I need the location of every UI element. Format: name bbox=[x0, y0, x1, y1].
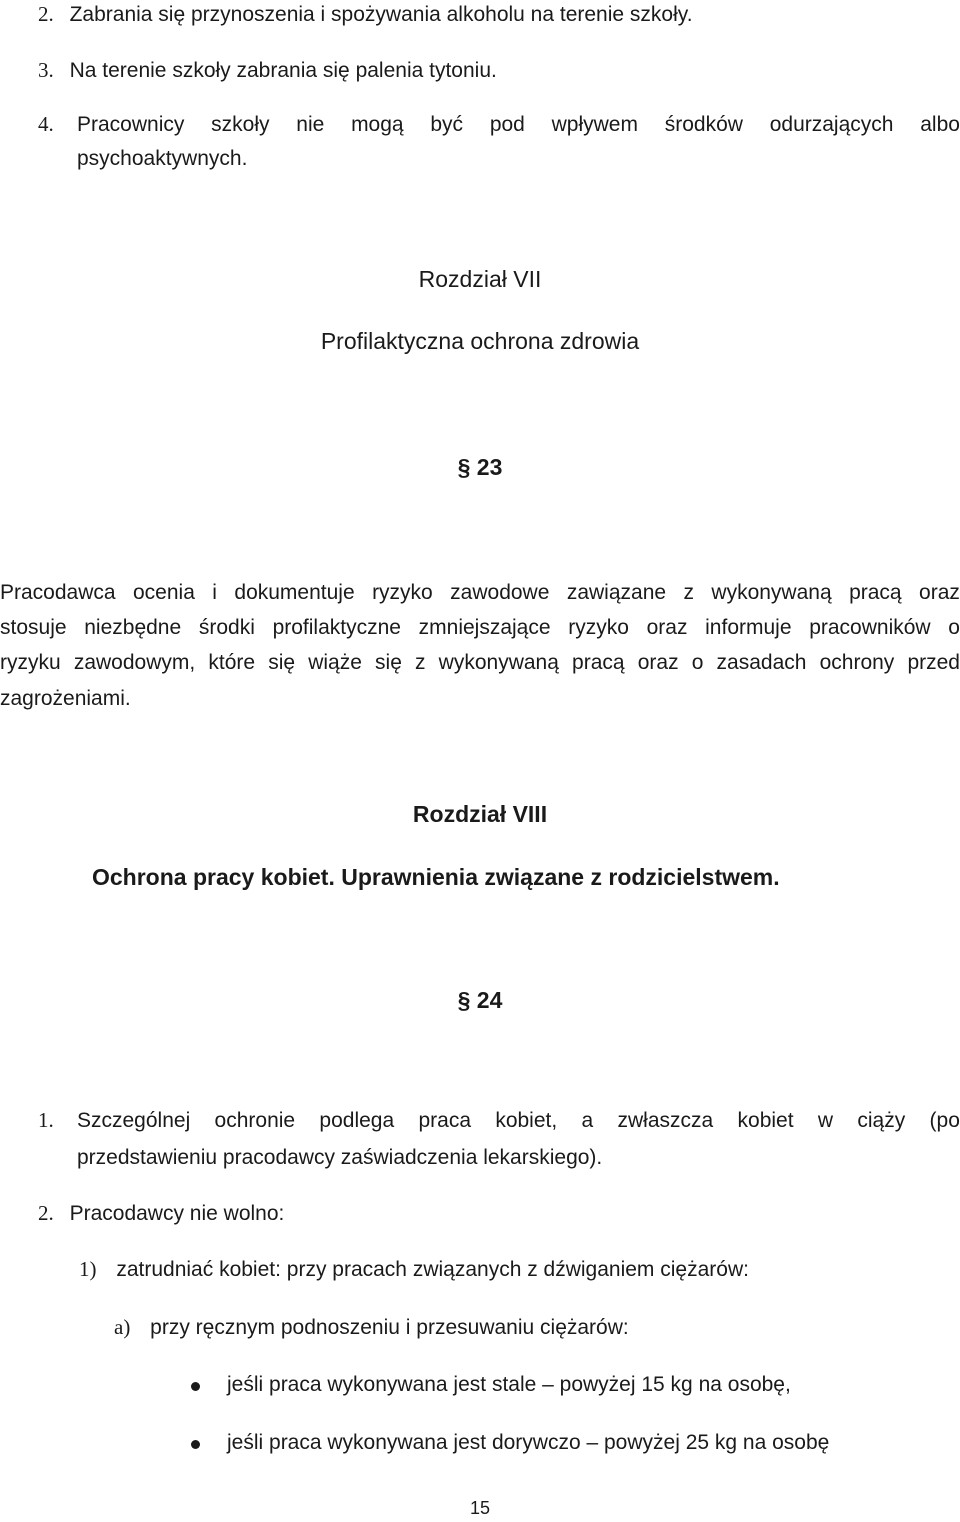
bullet-item: jeśli praca wykonywana jest stale – powyżej 15 kg na osobę, bbox=[227, 1373, 791, 1396]
word: oraz bbox=[637, 651, 679, 674]
word: ocenia bbox=[132, 581, 195, 604]
word: pod bbox=[489, 113, 525, 136]
list-item-1-line2: przedstawieniu pracodawcy zaświadczenia lekarskiego). bbox=[77, 1146, 603, 1169]
word: wykonywaną bbox=[438, 651, 559, 674]
word: pracowników bbox=[809, 616, 931, 639]
list-number: 4. bbox=[38, 112, 54, 136]
word: wiąże bbox=[308, 651, 362, 674]
word: praca bbox=[418, 1109, 472, 1132]
word: środków bbox=[664, 113, 743, 136]
bullet-icon bbox=[191, 1382, 200, 1391]
word: się bbox=[375, 651, 402, 674]
word: pracą bbox=[849, 581, 902, 604]
word: zmniejszające bbox=[418, 616, 551, 639]
word: a bbox=[581, 1109, 594, 1132]
paragraph-line bbox=[0, 650, 960, 675]
word: wykonywaną bbox=[711, 581, 832, 604]
word: oraz bbox=[646, 616, 688, 639]
word: z bbox=[415, 651, 426, 674]
word: zawiązane bbox=[566, 581, 667, 604]
word: ochrony bbox=[819, 651, 895, 674]
word: Szczególnej bbox=[77, 1109, 191, 1132]
word: podlega bbox=[319, 1109, 395, 1132]
list-item-2 bbox=[38, 2, 693, 27]
word: ryzyko bbox=[568, 616, 629, 639]
word: zawodowe bbox=[450, 581, 550, 604]
list-item-4-line1 bbox=[77, 112, 960, 137]
word: zwłaszcza bbox=[617, 1109, 714, 1132]
word: przed bbox=[907, 651, 960, 674]
word: z bbox=[683, 581, 694, 604]
chapter-title: Rozdział VIII bbox=[412, 801, 548, 827]
word: w bbox=[817, 1109, 834, 1132]
list-item-4-line2: psychoaktywnych. bbox=[77, 147, 248, 170]
word: nie bbox=[296, 113, 325, 136]
list-number: 1. bbox=[38, 1108, 54, 1132]
bullet-icon bbox=[191, 1440, 200, 1449]
word: (po bbox=[929, 1109, 960, 1132]
sublist-item-a bbox=[114, 1315, 629, 1340]
word: odurzających bbox=[769, 113, 894, 136]
list-number: 3. bbox=[38, 58, 54, 82]
chapter-subtitle: Profilaktyczna ochrona zdrowia bbox=[320, 328, 640, 354]
bullet-item: jeśli praca wykonywana jest dorywczo – powyżej 25 kg na osobę bbox=[227, 1431, 830, 1454]
sublist-letter: a) bbox=[114, 1315, 131, 1339]
word: i bbox=[212, 581, 217, 604]
word: albo bbox=[920, 113, 960, 136]
paragraph-line-last: zagrożeniami. bbox=[0, 687, 131, 710]
list-text: Zabrania się przynoszenia i spożywania alkoholu na terenie szkoły. bbox=[69, 3, 693, 26]
sublist-number: 1) bbox=[79, 1257, 97, 1281]
chapter-subtitle: Ochrona pracy kobiet. Uprawnienia związane z rodzicielstwem. bbox=[92, 864, 780, 890]
sublist-item-1 bbox=[79, 1257, 749, 1282]
chapter-title: Rozdział VII bbox=[418, 266, 542, 292]
word: pracą bbox=[572, 651, 625, 674]
word: profilaktyczne bbox=[272, 616, 401, 639]
list-item-3 bbox=[38, 58, 497, 83]
word: które bbox=[208, 651, 256, 674]
word: o bbox=[691, 651, 704, 674]
list-item-1-line1 bbox=[77, 1108, 960, 1133]
word: Pracodawca bbox=[0, 581, 116, 604]
list-number: 2. bbox=[38, 2, 54, 26]
word: informuje bbox=[705, 616, 792, 639]
word: zasadach bbox=[716, 651, 807, 674]
section-heading: § 24 bbox=[457, 987, 503, 1013]
list-item-4-number bbox=[38, 112, 54, 137]
word: ciąży bbox=[857, 1109, 906, 1132]
paragraph-line bbox=[0, 615, 960, 640]
word: kobiet, bbox=[495, 1109, 558, 1132]
section-heading: § 23 bbox=[457, 454, 503, 480]
word: Pracownicy bbox=[77, 113, 185, 136]
list-text: Pracodawcy nie wolno: bbox=[69, 1202, 285, 1225]
list-number: 2. bbox=[38, 1201, 54, 1225]
word: ochronie bbox=[214, 1109, 296, 1132]
word: się bbox=[268, 651, 296, 674]
sublist-text: przy ręcznym podnoszeniu i przesuwaniu ciężarów: bbox=[150, 1316, 629, 1339]
word: kobiet bbox=[737, 1109, 794, 1132]
word: środki bbox=[198, 616, 255, 639]
list-item-2 bbox=[38, 1201, 284, 1226]
word: dokumentuje bbox=[234, 581, 355, 604]
word: szkoły bbox=[211, 113, 270, 136]
word: mogą bbox=[351, 113, 404, 136]
word: oraz bbox=[919, 581, 960, 604]
word: o bbox=[948, 616, 960, 639]
paragraph-line bbox=[0, 580, 960, 605]
word: stosuje bbox=[0, 616, 67, 639]
word: ryzyku bbox=[0, 651, 61, 674]
sublist-text: zatrudniać kobiet: przy pracach związanych z dźwiganiem ciężarów: bbox=[116, 1258, 749, 1281]
list-text: Na terenie szkoły zabrania się palenia tytoniu. bbox=[69, 59, 497, 82]
word: ryzyko bbox=[372, 581, 433, 604]
word: być bbox=[430, 113, 464, 136]
word: niezbędne bbox=[84, 616, 182, 639]
page-number: 15 bbox=[469, 1498, 491, 1518]
word: wpływem bbox=[551, 113, 638, 136]
word: zawodowym, bbox=[73, 651, 196, 674]
